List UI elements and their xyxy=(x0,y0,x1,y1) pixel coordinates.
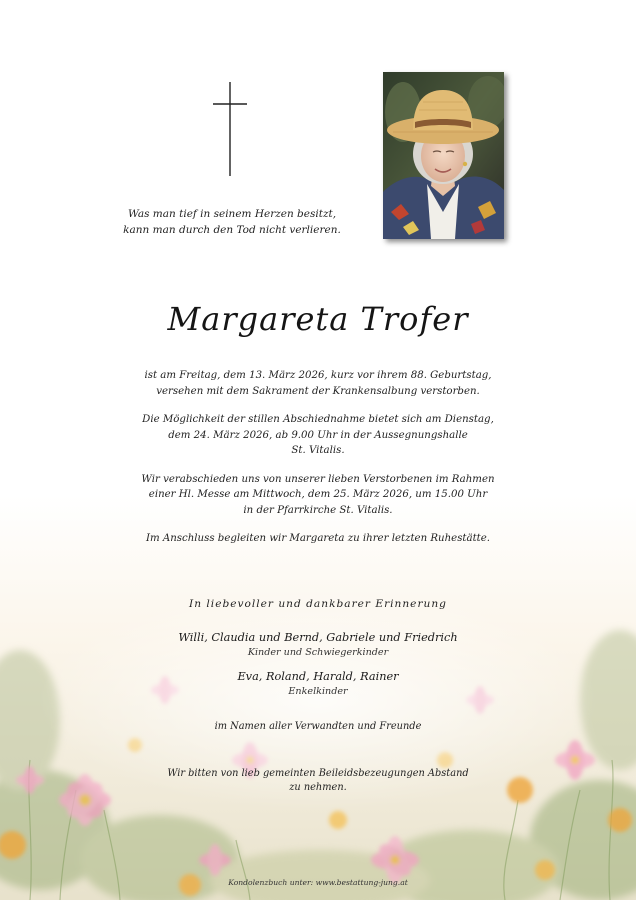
condolence-request-line: Wir bitten von lieb gemeinten Beileidsbezeugungen Abstand xyxy=(167,768,469,779)
announcement-paragraph xyxy=(118,412,518,459)
announcement-paragraph xyxy=(118,368,518,399)
announcement-line: Die Möglichkeit der stillen Abschiednahme bietet sich am Dienstag, xyxy=(142,414,494,425)
mourner-relation: Kinder und Schwiegerkinder xyxy=(247,647,389,658)
announcement-line: in der Pfarrkirche St. Vitalis. xyxy=(243,504,393,516)
death-announcement xyxy=(118,368,518,560)
memorial-quote-line: Was man tief in seinem Herzen besitzt, xyxy=(127,208,337,220)
announcement-line: Wir verabschieden uns von unserer lieben Verstorbenen im Rahmen xyxy=(141,473,495,485)
online-condolence-link[interactable]: Kondolenzbuch unter: www.bestattung-jung.at xyxy=(228,878,408,887)
condolence-request xyxy=(138,767,498,795)
memorial-quote-line: kann man durch den Tod nicht verlieren. xyxy=(123,224,341,236)
condolence-request-line: zu nehmen. xyxy=(289,782,347,793)
announcement-line: Im Anschluss begleiten wir Margareta zu ihrer letzten Ruhestätte. xyxy=(145,533,491,544)
mourner-group xyxy=(0,669,636,699)
announcement-line: ist am Freitag, dem 13. März 2026, kurz vor ihrem 88. Geburtstag, xyxy=(144,370,492,381)
relatives-and-friends-note: im Namen aller Verwandten und Freunde xyxy=(214,721,422,732)
announcement-paragraph xyxy=(118,472,518,519)
announcement-line: dem 24. März 2026, ab 9.00 Uhr in der Aussegnungshalle xyxy=(168,429,468,441)
portrait-photo xyxy=(383,72,504,239)
mourners-list xyxy=(0,630,636,708)
remembrance-heading: In liebevoller und dankbarer Erinnerung xyxy=(189,598,447,610)
announcement-line: einer Hl. Messe am Mittwoch, dem 25. März 2026, um 15.00 Uhr xyxy=(148,489,488,500)
announcement-line: St. Vitalis. xyxy=(291,445,345,456)
announcement-line: versehen mit dem Sakrament der Krankensalbung verstorben. xyxy=(156,385,480,397)
deceased-name: Margareta Trofer xyxy=(167,300,469,338)
mourner-names: Willi, Claudia und Bernd, Gabriele und Friedrich xyxy=(178,631,458,644)
mourner-group xyxy=(0,630,636,660)
mourner-relation: Enkelkinder xyxy=(288,686,348,697)
memorial-quote xyxy=(108,206,356,238)
cross-icon xyxy=(212,82,248,176)
announcement-paragraph xyxy=(118,531,518,547)
mourner-names: Eva, Roland, Harald, Rainer xyxy=(237,670,399,683)
